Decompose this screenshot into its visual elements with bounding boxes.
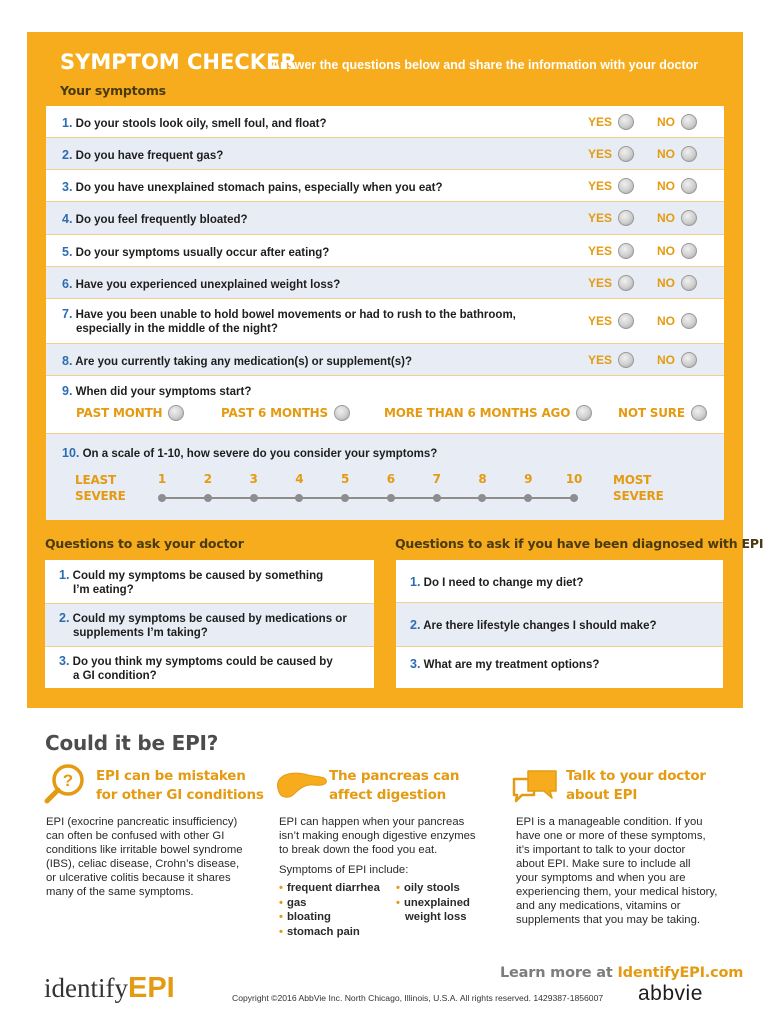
yes-label: YES [588,276,613,290]
svg-text:?: ? [62,771,74,790]
body-line: conditions like irritable bowel syndrome [46,844,243,856]
option-radio[interactable] [691,405,707,421]
scale-point[interactable] [250,494,258,502]
list-item-text [410,575,583,590]
chat-bubbles-icon [510,767,560,807]
symptoms-list-left [279,881,380,939]
item-line: supplements I’m taking? [73,627,208,639]
list-item-text [59,611,347,640]
col3-body [516,815,717,927]
question-number: 1. [62,116,73,130]
body-line: isn’t making enough digestive enzymes [279,830,476,842]
yes-radio[interactable] [618,146,634,162]
option-radio[interactable] [334,405,350,421]
question-row [46,138,724,170]
list-item-line: unexplained [403,896,470,909]
question-label: On a scale of 1-10, how severe do you consider your symptoms? [82,448,438,460]
logo-identify-text: identify [44,973,128,1003]
question-number: 4. [62,212,73,226]
no-label: NO [657,115,675,129]
epi-questions-list [396,560,723,688]
no-option[interactable] [657,178,697,194]
question-label: Do your symptoms usually occur after eating? [75,247,330,259]
question-number: 6. [62,277,73,291]
yes-radio[interactable] [618,243,634,259]
yes-radio[interactable] [618,114,634,130]
identify-epi-logo [44,972,175,1005]
no-option[interactable] [657,313,697,329]
question-number: 8. [62,354,73,368]
list-item [396,560,723,602]
no-radio[interactable] [681,178,697,194]
col2-title-line: The pancreas can [329,768,460,784]
logo-epi-text: EPI [127,972,175,1004]
symptoms-list-right [396,881,470,925]
body-line: about EPI. Make sure to include all [516,858,691,870]
doctor-questions-heading: Questions to ask your doctor [45,536,244,551]
epi-questions-heading: Questions to ask if you have been diagnosed with EPI [395,536,764,551]
severity-scale-line [162,497,578,499]
scale-point[interactable] [570,494,578,502]
yes-radio[interactable] [618,178,634,194]
question-number: 2. [62,148,73,162]
col2-title [329,767,459,805]
yes-option[interactable] [588,275,634,291]
scale-number: 9 [524,472,533,486]
question-row-start [46,376,724,434]
yes-radio[interactable] [618,210,634,226]
severe-label: SEVERE [613,489,664,503]
no-label: NO [657,314,675,328]
body-line: can often be confused with other GI [46,830,225,842]
question-text [62,212,248,227]
yes-option[interactable] [588,114,634,130]
list-item [45,560,374,603]
no-option[interactable] [657,210,697,226]
scale-number: 8 [478,472,487,486]
item-line: Do you think my symptoms could be caused by [72,656,333,668]
col3-title-line: Talk to your doctor [566,768,706,784]
yes-label: YES [588,147,613,161]
item-line: Could my symptoms be caused by something [72,570,324,582]
question-row [46,267,724,299]
scale-point[interactable] [387,494,395,502]
col1-title [96,767,264,805]
question-label-continued: especially in the middle of the night? [76,323,278,335]
option-label: PAST 6 MONTHS [221,406,328,420]
abbvie-logo: abbvie [638,982,703,1005]
body-line: EPI (exocrine pancreatic insufficiency) [46,816,238,828]
question-text [62,384,251,399]
scale-number: 7 [432,472,441,486]
body-line: or ulcerative colitis because it shares [46,872,231,884]
item-line: What are my treatment options? [423,659,600,671]
question-row [46,235,724,267]
item-line: Do I need to change my diet? [423,577,584,589]
body-line: EPI can happen when your pancreas [279,816,465,828]
question-label: Do you feel frequently bloated? [75,214,248,226]
scale-number: 10 [565,472,583,486]
question-label: Are you currently taking any medication(s) or supplement(s)? [75,356,412,368]
option-radio[interactable] [576,405,592,421]
no-option[interactable] [657,243,697,259]
yes-option[interactable] [588,178,634,194]
no-radio[interactable] [681,114,697,130]
col2-title-line: affect digestion [329,787,447,803]
list-item [396,647,723,688]
no-label: NO [657,147,675,161]
question-row [46,299,724,344]
list-item-text [410,618,657,633]
list-item-text [410,657,599,672]
list-item [396,603,723,646]
question-label: Do you have frequent gas? [75,150,224,162]
pancreas-icon [276,770,328,800]
magnifier-question-icon [42,763,90,805]
no-radio[interactable] [681,313,697,329]
copyright-text: Copyright ©2016 AbbVie Inc. North Chicago, Illinois, U.S.A. All rights reserved. 1429387-1856007 [232,993,604,1003]
question-number: 9. [62,384,73,398]
body-line: your symptoms and when you are [516,872,686,884]
yes-label: YES [588,353,613,367]
scale-point[interactable] [204,494,212,502]
question-row [46,202,724,235]
question-text [62,354,412,369]
body-line: and any medications, vitamins or [516,900,681,912]
scale-number: 2 [203,472,212,486]
option-past-6-months[interactable] [221,405,350,421]
page-subtitle: Answer the questions below and share the information with your doctor [271,58,699,72]
yes-label: YES [588,244,613,258]
yes-label: YES [588,179,613,193]
no-option[interactable] [657,114,697,130]
option-label: NOT SURE [618,406,685,420]
list-item [396,896,470,925]
list-item: • frequent diarrhea [279,881,380,896]
yes-label: YES [588,115,613,129]
yes-option[interactable] [588,146,634,162]
scale-number: 1 [157,472,167,486]
col3-title-line: about EPI [566,787,638,803]
body-line: supplements that you may be taking. [516,914,700,926]
question-text [62,148,223,163]
list-item-text [59,654,333,683]
question-number: 7. [62,307,73,321]
yes-option[interactable] [588,313,634,329]
yes-label: YES [588,211,613,225]
question-label: Have you been unable to hold bowel movements or had to rush to the bathroom, [75,309,516,321]
question-text [62,116,327,131]
no-label: NO [657,179,675,193]
learn-more-link[interactable] [500,965,743,981]
list-item: • stomach pain [279,925,380,940]
question-number: 10. [62,446,80,460]
no-label: NO [657,276,675,290]
least-severe-label [75,472,126,504]
option-more-than-6-months[interactable] [384,405,592,421]
body-line: experiencing them, your medical history, [516,886,718,898]
yes-option[interactable] [588,210,634,226]
no-radio[interactable] [681,243,697,259]
question-label: Have you experienced unexplained weight loss? [75,279,341,291]
yes-radio[interactable] [618,313,634,329]
question-row [46,344,724,376]
body-line: it’s important to talk to your doctor [516,844,686,856]
col1-title-line: for other GI conditions [96,787,264,803]
yes-radio[interactable] [618,352,634,368]
scale-number: 4 [295,472,304,486]
scale-point[interactable] [158,494,166,502]
option-not-sure[interactable] [618,405,707,421]
symptom-questions [46,106,724,520]
question-label: When did your symptoms start? [75,386,252,398]
col2-body [279,815,476,877]
no-option[interactable] [657,146,697,162]
no-label: NO [657,211,675,225]
item-line: a GI condition? [73,670,157,682]
option-past-month[interactable] [76,405,184,421]
page-title: SYMPTOM CHECKER [60,50,297,74]
option-radio[interactable] [168,405,184,421]
question-text [62,446,437,461]
symptoms-label: Symptoms of EPI include: [279,864,409,876]
yes-radio[interactable] [618,275,634,291]
question-label: Do your stools look oily, smell foul, and float? [75,118,327,130]
question-row [46,106,724,138]
question-text [62,180,442,195]
scale-point[interactable] [433,494,441,502]
item-number: 1. [410,575,421,589]
question-text [62,277,340,292]
list-item-text [59,568,323,597]
list-item: • oily stools [396,881,470,896]
question-label: Do you have unexplained stomach pains, especially when you eat? [75,182,443,194]
list-item-line: weight loss [405,911,467,923]
col1-body [46,815,243,899]
col1-title-line: EPI can be mistaken [96,768,246,784]
site-url[interactable]: IdentifyEPI.com [617,965,744,981]
body-line: EPI is a manageable condition. If you [516,816,703,828]
body-line: (IBS), celiac disease, Crohn’s disease, [46,858,240,870]
item-line: Could my symptoms be caused by medications or [72,613,347,625]
item-number: 2. [59,611,70,625]
list-item [45,604,374,646]
item-line: I’m eating? [73,584,134,596]
yes-option[interactable] [588,352,634,368]
question-number: 3. [62,180,73,194]
question-number: 5. [62,245,73,259]
no-radio[interactable] [681,275,697,291]
no-radio[interactable] [681,352,697,368]
col3-title [566,767,706,805]
item-number: 1. [59,568,70,582]
no-radio[interactable] [681,210,697,226]
severe-label: SEVERE [75,489,126,503]
scale-number: 3 [249,472,258,486]
most-severe-label [613,472,664,504]
list-item [45,647,374,688]
body-line: many of the same symptoms. [46,886,194,898]
question-text [62,307,516,336]
list-item: • bloating [279,910,380,925]
no-label: NO [657,353,675,367]
most-label: MOST [613,473,652,487]
epi-section-title: Could it be EPI? [45,731,219,755]
item-number: 3. [59,654,70,668]
least-label: LEAST [75,473,116,487]
item-line: Are there lifestyle changes I should make? [423,620,657,632]
item-number: 3. [410,657,421,671]
question-row [46,170,724,202]
option-label: MORE THAN 6 MONTHS AGO [384,406,571,420]
body-line: to break down the food you eat. [279,844,438,856]
no-option[interactable] [657,275,697,291]
your-symptoms-heading: Your symptoms [60,83,166,98]
scale-number: 5 [341,472,350,486]
scale-number: 6 [386,472,395,486]
yes-label: YES [588,314,613,328]
no-label: NO [657,244,675,258]
no-radio[interactable] [681,146,697,162]
list-item: • gas [279,896,380,911]
question-text [62,245,329,260]
yes-option[interactable] [588,243,634,259]
no-option[interactable] [657,352,697,368]
body-line: have one or more of these symptoms, [516,830,706,842]
doctor-questions-list [45,560,374,688]
item-number: 2. [410,618,421,632]
option-label: PAST MONTH [76,406,163,420]
learn-more-label: Learn more at [500,965,613,981]
